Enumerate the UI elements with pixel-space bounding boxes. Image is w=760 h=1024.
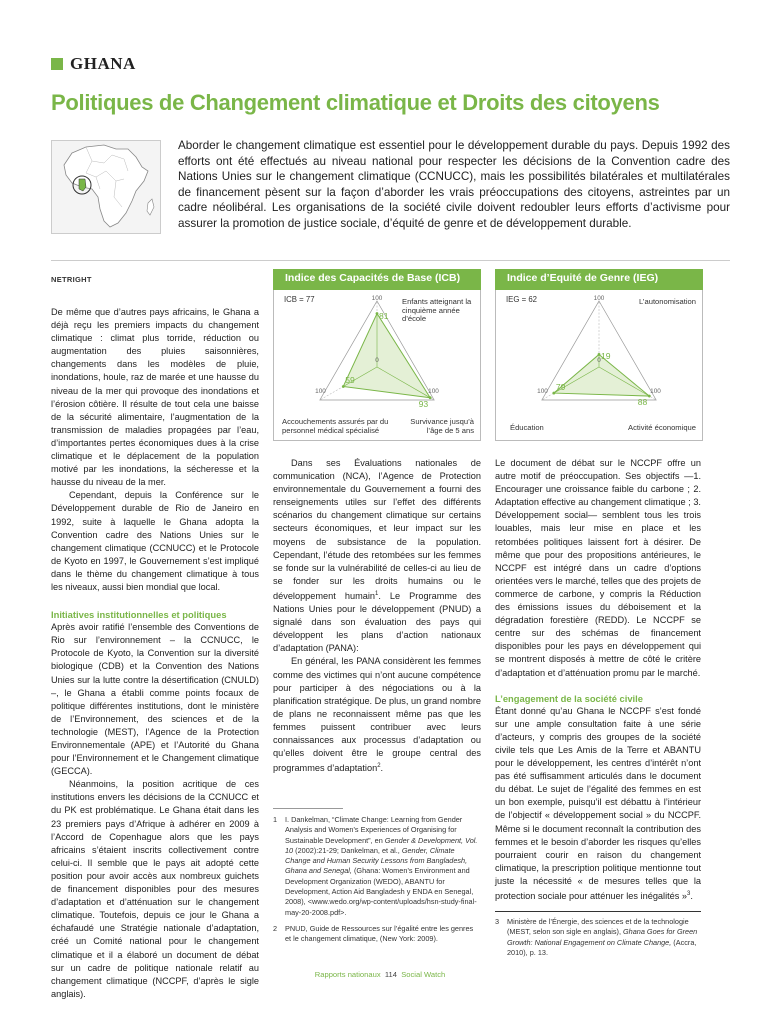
paragraph: Après avoir ratifié l’ensemble des Conventions de Rio sur l’environnement – la CCNUCC, le Protocole de Kyoto, la Convention sur la diversité biologique (CDB) et la Convention des Nations Unies sur la lutte contre la désertification (CNULD) –, le Ghana a établi comme points focaux de politique différentes institutions, dont le ministère de l’Environnement, des sciences et de la technologie (MEST), l’Agence de la Protection Environnementale (APE) et l’Autorité du Ghana pour l’Environnement et le Changement climatique (GECCA). <box>51 622 259 777</box>
paragraph: Le document de débat sur le NCCPF offre un autre motif de préoccupation. Ses objectifs —1. Encourager une croissance faible du carbone ; 2. Adaptation effective au changement climatique ; 3. Développement social— semblent tous les trois louables, mais leur mise en place et les retombées politiques laissent fort à désirer. De même que pour des propositions antérieures, le NCCPF est intégré dans un cadre d’options orientées vers le marché, telles que des projets de commerce de carbone, y compris la Réduction des émissions issues du déboisement et la dégradation forestière (REDD). Le NCCPF se centre sur des schémas de financement disponibles pour les pays en développement qui se montrent disposés à mettre de côté le critère d’adaptation et d’atténuation promu par le marché. <box>495 458 701 678</box>
paragraph: Cependant, depuis la Conférence sur le Développement durable de Rio de Janeiro en 1992, suite à laquelle le Ghana adopta la Convention cadre des Nations Unies sur le changement climatique (CCNUCC) et le Protocole de Kyoto en 1997, le Gouvernement s’est impliqué dans le thème du changement climatique à tous les niveaux, aussi bien mondial que local. <box>51 490 259 592</box>
value-label: 59 <box>345 375 355 386</box>
axis-label: Éducation <box>510 423 544 432</box>
footnote-text: I. Dankelman, “Climate Change: Learning from Gender Analysis and Women’s Experiences of Organising for Sustainable Development”, en <box>285 815 463 845</box>
radar-point <box>376 312 379 315</box>
footnote <box>273 924 481 945</box>
radar-point <box>598 353 601 356</box>
radar-point <box>552 392 555 395</box>
axis-label: Survivance jusqu’à l’âge de 5 ans <box>410 417 474 435</box>
value-label: 93 <box>418 398 429 409</box>
intro-paragraph: Aborder le changement climatique est essentiel pour le développement durable du pays. Depuis 1992 des efforts ont été effectués au niveau national pour respecter les décisions de la Convention cadre des Nations Unies sur le changement climatique (CCNUCC), mais les possibilités bilatérales et multilatérales de financement pèsent sur la façon d’aborder les vrais préoccupations des citoyens, astreintes par un cadre néolibéral. Les organisations de la société civile doivent redoubler leurs efforts d’activisme pour assurer la promotion de justice sociale, d’équité de genre et de développement durable. <box>178 139 730 230</box>
footnote-num: 1 <box>273 815 278 824</box>
footnote-rule <box>495 911 701 912</box>
page-footer <box>0 970 760 979</box>
country-name: GHANA <box>70 54 136 73</box>
axis-label: Activité économique <box>628 423 696 432</box>
text: . <box>380 763 384 774</box>
value-label: 88 <box>637 397 648 408</box>
africa-map-icon <box>52 141 160 233</box>
footnote-text: Ministère de l’Énergie, des sciences et de la technologie (MEST, selon son sigle en anglais), <box>507 917 689 937</box>
axis-label: Accouchements assurés par du personnel médical spécialisé <box>282 417 389 435</box>
footnote <box>273 815 481 918</box>
column-1 <box>51 306 259 1001</box>
footnotes-col2 <box>273 808 481 945</box>
footnote-text: Ghana Goes for Green Growth: National Engagement on Climate Change, <box>507 927 698 947</box>
footnote-ref: 1 <box>375 590 379 597</box>
footnote-ref: 3 <box>687 891 691 897</box>
paragraph: Néanmoins, la position acritique de ces institutions envers les décisions de la CCNUCC et du PK est problématique. Le Ghana était dans les 23 premiers pays d’Afrique à adhérer en 2009 à l’Accord de Copenhague alors que les pays africains s’étaient inscrits collectivement contre celui-ci. Il semble que le pays ait adopté cette position pour avoir accès aux nombreux guichets de financement disponibles pour des mesures d’adaptation et d’atténuation sur le changement climatique. Toutefois, depuis ce jour le Ghana a échafaudé une Stratégie nationale d’adaptation, créé un Comité national pour le changement climatique et il a élaboré un document de débat sur un cadre de politique nationale relatif au changement climatique (NCCPF, d’après le sigle anglais). <box>51 779 259 999</box>
paragraph <box>495 705 701 903</box>
axis-label: Enfants atteignant la cinquième année d’école <box>402 297 472 324</box>
block-quote <box>273 655 481 775</box>
footnote-text: PNUD, Guide de Ressources sur l’égalité entre les genres et le changement climatique, (New York: 2009). <box>285 923 474 944</box>
country-marker <box>51 58 63 70</box>
column-2 <box>273 457 481 775</box>
footer-left: Rapports nationaux <box>314 970 381 979</box>
value-label: 81 <box>379 310 389 321</box>
axis-max-label: 100 <box>428 388 439 395</box>
index-label: IEG = 62 <box>506 295 537 304</box>
text: Dans ses Évaluations nationales de communication (NCA), l’Agence de Protection environnementale du Gouvernement a fourni des renseignements utiles sur l’effet des différents scénarios du changement climatique sur certains secteurs économiques, et leur impact sur les moyens de subsistance de la population. Cependant, l’étude des retombées sur les femmes se fonde sur la vulnérabilité de celles-ci au lieu de se fonder sur les droits humains ou le développement humain <box>273 458 481 601</box>
chart-title: Indice d’Equité de Genre (IEG) <box>495 269 703 290</box>
footer-right: Social Watch <box>401 970 446 979</box>
radar-value-area <box>343 310 430 398</box>
text: Étant donné qu’au Ghana le NCCPF s’est fondé sur une ample consultation faite à une série d’acteurs, y compris des groupes de la société civile tels que Les Amis de la Terre et ABANTU pour le développement, les centres d’intérêt n’ont pas été suffisamment articulés dans le document du débat. Le sujet de l’égalité des femmes en est un bon exemple, puisqu’il est débattu à l’intérieur de l’objectif « développement social » du NCCPF. Même si le document reconnaît la contribution des femmes et le besoin d’aborder les risques qu’elles pourraient courir en raison du changement climatique, la prescription politique mentionne tout juste la nécessité « de mesures telles que la protection sociale pour atténuer les inégalités » <box>495 705 701 902</box>
africa-locator-map <box>51 140 161 234</box>
chart-body <box>495 290 703 441</box>
footnote-num: 2 <box>273 923 278 933</box>
author-label: NETRIGHT <box>51 275 92 284</box>
axis-max-label: 100 <box>315 388 326 395</box>
footnote-rule <box>273 808 343 809</box>
paragraph <box>273 457 481 655</box>
column-3 <box>495 457 701 903</box>
axis-label: L’autonomisation <box>639 297 696 306</box>
icb-chart <box>273 269 481 441</box>
section-heading: L’engagement de la société civile <box>495 692 643 704</box>
page-number: 114 <box>384 970 397 979</box>
center-label: 0 <box>597 357 601 364</box>
footnotes-col3 <box>495 911 701 958</box>
ieg-chart <box>495 269 703 441</box>
axis-max-label: 100 <box>371 295 383 302</box>
footnote-text: (Accra, 2010), p. 13. <box>507 937 697 957</box>
value-label: 19 <box>601 351 611 362</box>
section-divider <box>51 260 730 261</box>
footnote-text: (Ghana: Women’s Environment and Development Organization (WEDO), ABANTU for Development, Action Aid Bangladesh y ENDA en Senegal, 2008), <www.wedo.org/wp-content/uploads/hsn-study-final-may-20-2008.pdf>. <box>285 866 477 917</box>
chart-title: Indice des Capacités de Base (ICB) <box>273 269 481 290</box>
radar-point <box>342 385 345 388</box>
footnote-num: 3 <box>495 917 500 926</box>
footnote-text: (2002):21-29; Dankelman, et al., <box>293 845 402 855</box>
text: . <box>690 891 693 902</box>
axis-max-label: 100 <box>593 295 605 302</box>
section-heading: Initiatives institutionnelles et politiques <box>51 609 227 621</box>
page-title: Politiques de Changement climatique et Droits des citoyens <box>51 90 660 115</box>
axis-max-label: 100 <box>537 388 548 395</box>
radar-point <box>429 396 432 399</box>
axis-max-label: 100 <box>650 388 661 395</box>
footnote <box>495 917 701 958</box>
footnote-text: Gender & Development, Vol. 10 <box>285 835 478 855</box>
footnote-text: Gender, Climate Change and Human Security Lessons from Bangladesh, Ghana and Senegal, <box>285 845 468 876</box>
paragraph: De même que d’autres pays africains, le Ghana a déjà reçu les premiers impacts du changement climatique : climat plus torride, réduction ou augmentation des pluies saisonnières, changements dans les modèles de pluie, inondations, houle, raz de marée et une hausse du niveau de la mer qui provoque des inondations et l’érosion côtière. Il résulte de tout cela une baisse de la sécurité alimentaire, l’augmentation de la transmission de maladies propagées par l’eau, d’importantes pertes économiques dues à la crise climatique et le déplacement de la population motivé par les inondations, la sécheresse et la hausse du niveau de la mer. <box>51 307 259 488</box>
text: En général, les PANA considèrent les femmes comme des victimes qui n’ont aucune compétence pour participer à des négociations ou à la planification stratégique. De plus, un grand nombre de plans ne reconnaissent même pas que les femmes puissent contribuer avec leurs connaissances aux processus d’adaptation ou qu’elles doivent être le groupe central des programmes d’adaptation <box>273 656 481 774</box>
center-label: 0 <box>375 357 379 364</box>
index-label: ICB = 77 <box>284 295 315 304</box>
text: . Le Programme des Nations Unies pour le développement (PNUD) a signalé dans son évaluation des pays qui développent les plans d’action nationaux d’adaptation (PANA): <box>273 591 481 654</box>
footnote-ref: 2 <box>377 763 381 770</box>
ghana-shape <box>79 179 86 191</box>
value-label: 79 <box>555 382 566 393</box>
chart-body <box>273 290 481 441</box>
